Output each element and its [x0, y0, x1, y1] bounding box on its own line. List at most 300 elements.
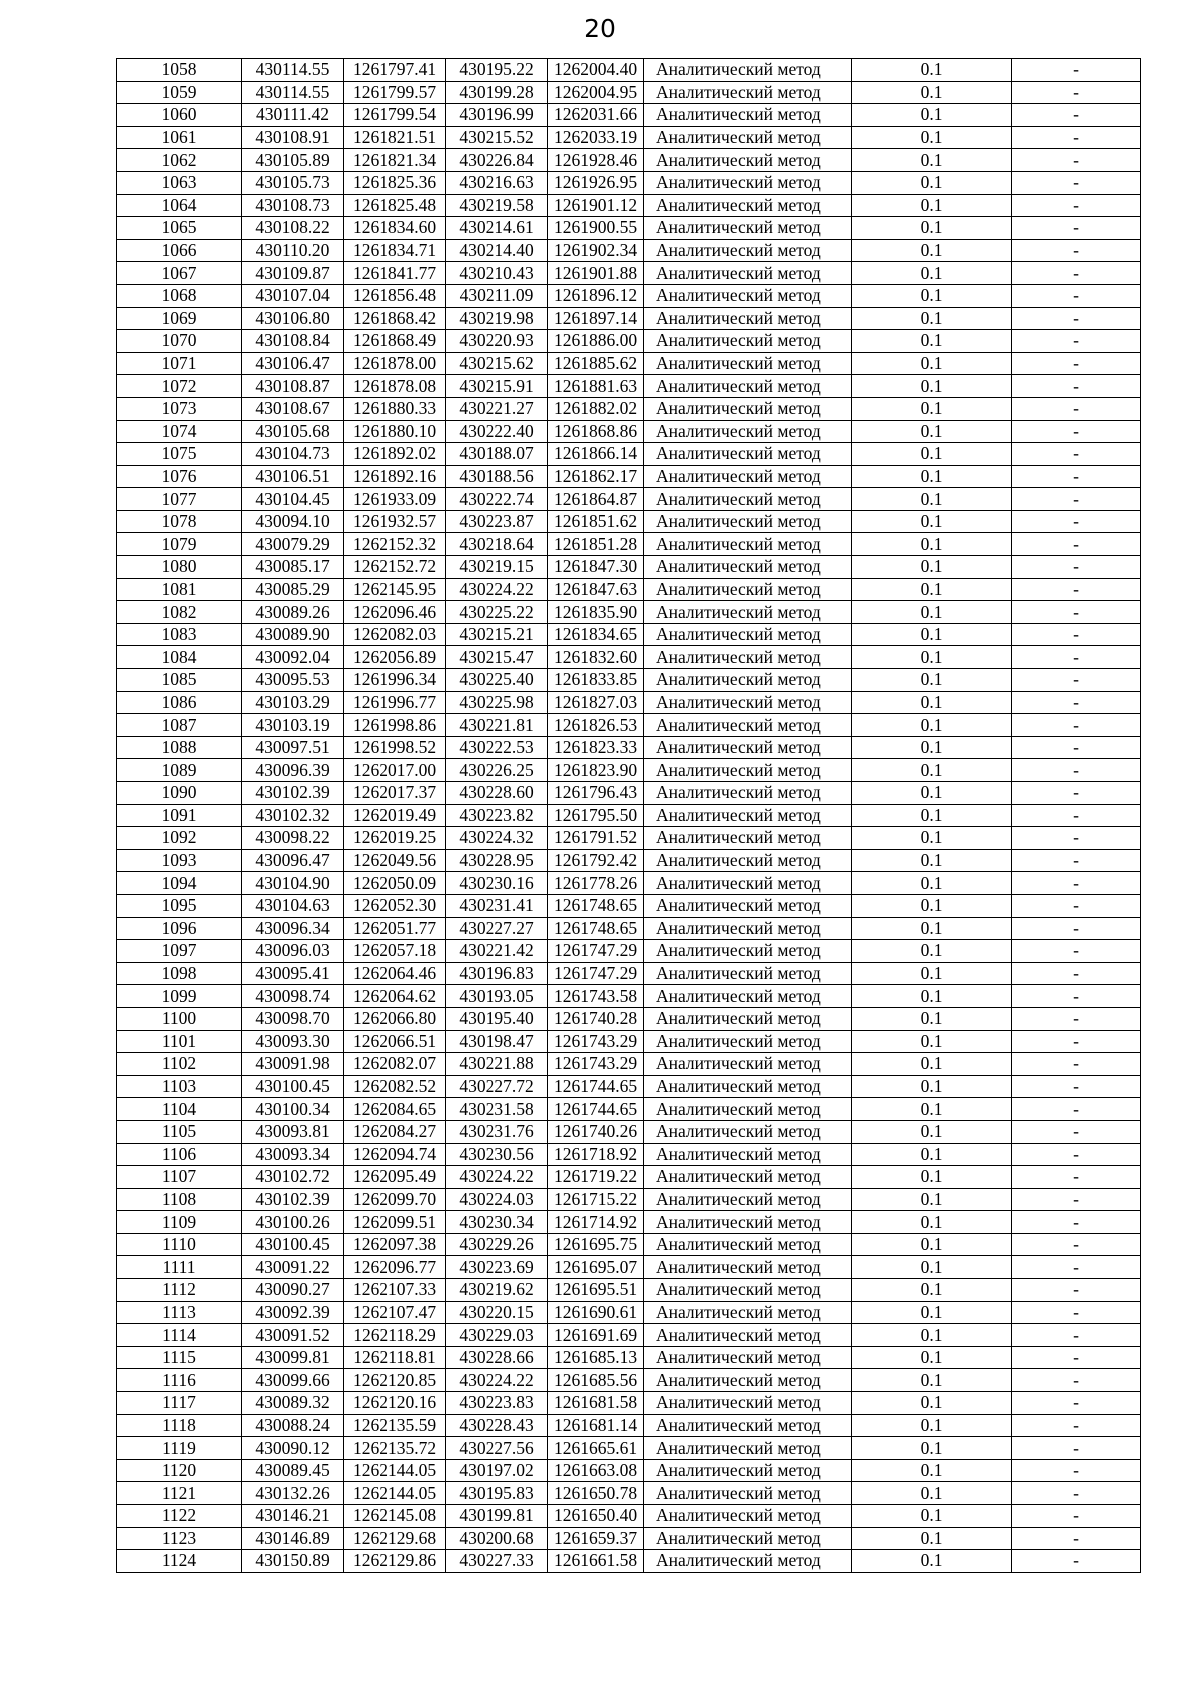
x2-cell: 430218.64	[446, 533, 548, 556]
accuracy-cell: 0.1	[852, 217, 1012, 240]
x1-cell: 430105.73	[242, 171, 344, 194]
note-cell: -	[1012, 239, 1141, 262]
y2-cell: 1261835.90	[548, 601, 644, 624]
x2-cell: 430229.26	[446, 1233, 548, 1256]
note-cell: -	[1012, 804, 1141, 827]
note-cell: -	[1012, 104, 1141, 127]
point-number-cell: 1092	[117, 827, 242, 850]
accuracy-cell: 0.1	[852, 736, 1012, 759]
table-row	[117, 239, 1141, 262]
table-row	[117, 1301, 1141, 1324]
accuracy-cell: 0.1	[852, 1505, 1012, 1528]
y2-cell: 1261826.53	[548, 714, 644, 737]
x1-cell: 430109.87	[242, 262, 344, 285]
note-cell: -	[1012, 375, 1141, 398]
table-row	[117, 330, 1141, 353]
point-number-cell: 1118	[117, 1414, 242, 1437]
y1-cell: 1261868.49	[344, 330, 446, 353]
x1-cell: 430104.45	[242, 488, 344, 511]
table-row	[117, 827, 1141, 850]
table-row	[117, 940, 1141, 963]
accuracy-cell: 0.1	[852, 1369, 1012, 1392]
method-cell: Аналитический метод	[644, 691, 852, 714]
method-cell: Аналитический метод	[644, 1053, 852, 1076]
x2-cell: 430196.99	[446, 104, 548, 127]
table-row	[117, 194, 1141, 217]
y2-cell: 1261847.30	[548, 556, 644, 579]
point-number-cell: 1082	[117, 601, 242, 624]
x2-cell: 430219.98	[446, 307, 548, 330]
point-number-cell: 1105	[117, 1120, 242, 1143]
table-row	[117, 623, 1141, 646]
y2-cell: 1261832.60	[548, 646, 644, 669]
y2-cell: 1261778.26	[548, 872, 644, 895]
method-cell: Аналитический метод	[644, 1369, 852, 1392]
x2-cell: 430227.33	[446, 1550, 548, 1573]
method-cell: Аналитический метод	[644, 985, 852, 1008]
table-row	[117, 985, 1141, 1008]
point-number-cell: 1060	[117, 104, 242, 127]
y2-cell: 1261868.86	[548, 420, 644, 443]
x1-cell: 430105.89	[242, 149, 344, 172]
x2-cell: 430224.22	[446, 1166, 548, 1189]
x2-cell: 430227.72	[446, 1075, 548, 1098]
x2-cell: 430230.16	[446, 872, 548, 895]
y2-cell: 1261901.12	[548, 194, 644, 217]
y1-cell: 1262066.80	[344, 1007, 446, 1030]
method-cell: Аналитический метод	[644, 601, 852, 624]
y1-cell: 1262082.03	[344, 623, 446, 646]
point-number-cell: 1078	[117, 510, 242, 533]
note-cell: -	[1012, 917, 1141, 940]
table-row	[117, 736, 1141, 759]
x1-cell: 430090.12	[242, 1437, 344, 1460]
x1-cell: 430089.32	[242, 1392, 344, 1415]
method-cell: Аналитический метод	[644, 646, 852, 669]
accuracy-cell: 0.1	[852, 330, 1012, 353]
y1-cell: 1261880.33	[344, 397, 446, 420]
x2-cell: 430222.74	[446, 488, 548, 511]
table-row	[117, 1279, 1141, 1302]
note-cell: -	[1012, 985, 1141, 1008]
x2-cell: 430220.93	[446, 330, 548, 353]
method-cell: Аналитический метод	[644, 59, 852, 82]
method-cell: Аналитический метод	[644, 284, 852, 307]
x2-cell: 430231.58	[446, 1098, 548, 1121]
table-row	[117, 804, 1141, 827]
point-number-cell: 1066	[117, 239, 242, 262]
method-cell: Аналитический метод	[644, 1550, 852, 1573]
y2-cell: 1261823.90	[548, 759, 644, 782]
x1-cell: 430089.90	[242, 623, 344, 646]
table-row	[117, 1120, 1141, 1143]
accuracy-cell: 0.1	[852, 1482, 1012, 1505]
y1-cell: 1262145.08	[344, 1505, 446, 1528]
note-cell: -	[1012, 669, 1141, 692]
table-row	[117, 397, 1141, 420]
y1-cell: 1261856.48	[344, 284, 446, 307]
table-row	[117, 1392, 1141, 1415]
accuracy-cell: 0.1	[852, 1301, 1012, 1324]
table-row	[117, 488, 1141, 511]
accuracy-cell: 0.1	[852, 849, 1012, 872]
y2-cell: 1261690.61	[548, 1301, 644, 1324]
accuracy-cell: 0.1	[852, 1166, 1012, 1189]
table-row	[117, 1550, 1141, 1573]
method-cell: Аналитический метод	[644, 1437, 852, 1460]
table-row	[117, 443, 1141, 466]
method-cell: Аналитический метод	[644, 126, 852, 149]
table-row	[117, 917, 1141, 940]
accuracy-cell: 0.1	[852, 126, 1012, 149]
note-cell: -	[1012, 1392, 1141, 1415]
table-row	[117, 1505, 1141, 1528]
note-cell: -	[1012, 1030, 1141, 1053]
accuracy-cell: 0.1	[852, 510, 1012, 533]
point-number-cell: 1067	[117, 262, 242, 285]
x2-cell: 430211.09	[446, 284, 548, 307]
table-row	[117, 1053, 1141, 1076]
point-number-cell: 1090	[117, 782, 242, 805]
y2-cell: 1262004.40	[548, 59, 644, 82]
method-cell: Аналитический метод	[644, 1075, 852, 1098]
note-cell: -	[1012, 736, 1141, 759]
y2-cell: 1261795.50	[548, 804, 644, 827]
point-number-cell: 1104	[117, 1098, 242, 1121]
point-number-cell: 1097	[117, 940, 242, 963]
x1-cell: 430091.22	[242, 1256, 344, 1279]
y1-cell: 1261821.34	[344, 149, 446, 172]
method-cell: Аналитический метод	[644, 443, 852, 466]
point-number-cell: 1110	[117, 1233, 242, 1256]
x1-cell: 430085.29	[242, 578, 344, 601]
table-row	[117, 510, 1141, 533]
table-row	[117, 601, 1141, 624]
x1-cell: 430102.39	[242, 1188, 344, 1211]
point-number-cell: 1069	[117, 307, 242, 330]
x1-cell: 430096.34	[242, 917, 344, 940]
x1-cell: 430108.87	[242, 375, 344, 398]
note-cell: -	[1012, 759, 1141, 782]
point-number-cell: 1073	[117, 397, 242, 420]
y1-cell: 1261933.09	[344, 488, 446, 511]
point-number-cell: 1112	[117, 1279, 242, 1302]
accuracy-cell: 0.1	[852, 556, 1012, 579]
x2-cell: 430216.63	[446, 171, 548, 194]
x2-cell: 430222.40	[446, 420, 548, 443]
accuracy-cell: 0.1	[852, 239, 1012, 262]
accuracy-cell: 0.1	[852, 104, 1012, 127]
note-cell: -	[1012, 330, 1141, 353]
method-cell: Аналитический метод	[644, 1527, 852, 1550]
x2-cell: 430199.81	[446, 1505, 548, 1528]
x1-cell: 430102.32	[242, 804, 344, 827]
accuracy-cell: 0.1	[852, 1053, 1012, 1076]
point-number-cell: 1084	[117, 646, 242, 669]
y1-cell: 1261834.60	[344, 217, 446, 240]
method-cell: Аналитический метод	[644, 1030, 852, 1053]
note-cell: -	[1012, 714, 1141, 737]
table-row	[117, 284, 1141, 307]
y1-cell: 1261841.77	[344, 262, 446, 285]
accuracy-cell: 0.1	[852, 443, 1012, 466]
note-cell: -	[1012, 59, 1141, 82]
y1-cell: 1261878.00	[344, 352, 446, 375]
x1-cell: 430091.98	[242, 1053, 344, 1076]
point-number-cell: 1099	[117, 985, 242, 1008]
method-cell: Аналитический метод	[644, 1233, 852, 1256]
note-cell: -	[1012, 940, 1141, 963]
note-cell: -	[1012, 1098, 1141, 1121]
y2-cell: 1261866.14	[548, 443, 644, 466]
y1-cell: 1262145.95	[344, 578, 446, 601]
accuracy-cell: 0.1	[852, 1233, 1012, 1256]
y1-cell: 1262095.49	[344, 1166, 446, 1189]
x2-cell: 430225.98	[446, 691, 548, 714]
table-row	[117, 1233, 1141, 1256]
note-cell: -	[1012, 1482, 1141, 1505]
note-cell: -	[1012, 1369, 1141, 1392]
y1-cell: 1261932.57	[344, 510, 446, 533]
method-cell: Аналитический метод	[644, 488, 852, 511]
note-cell: -	[1012, 1256, 1141, 1279]
x2-cell: 430219.58	[446, 194, 548, 217]
note-cell: -	[1012, 1007, 1141, 1030]
accuracy-cell: 0.1	[852, 1346, 1012, 1369]
y1-cell: 1262135.59	[344, 1414, 446, 1437]
x2-cell: 430221.88	[446, 1053, 548, 1076]
method-cell: Аналитический метод	[644, 307, 852, 330]
x1-cell: 430092.39	[242, 1301, 344, 1324]
accuracy-cell: 0.1	[852, 646, 1012, 669]
method-cell: Аналитический метод	[644, 669, 852, 692]
x1-cell: 430146.21	[242, 1505, 344, 1528]
method-cell: Аналитический метод	[644, 1143, 852, 1166]
point-number-cell: 1064	[117, 194, 242, 217]
y1-cell: 1261878.08	[344, 375, 446, 398]
note-cell: -	[1012, 1437, 1141, 1460]
method-cell: Аналитический метод	[644, 104, 852, 127]
y1-cell: 1262118.29	[344, 1324, 446, 1347]
note-cell: -	[1012, 782, 1141, 805]
y1-cell: 1262082.52	[344, 1075, 446, 1098]
y2-cell: 1261897.14	[548, 307, 644, 330]
y1-cell: 1262096.77	[344, 1256, 446, 1279]
note-cell: -	[1012, 872, 1141, 895]
y1-cell: 1262094.74	[344, 1143, 446, 1166]
y1-cell: 1262152.72	[344, 556, 446, 579]
accuracy-cell: 0.1	[852, 962, 1012, 985]
method-cell: Аналитический метод	[644, 1346, 852, 1369]
method-cell: Аналитический метод	[644, 872, 852, 895]
y2-cell: 1261685.13	[548, 1346, 644, 1369]
accuracy-cell: 0.1	[852, 1143, 1012, 1166]
accuracy-cell: 0.1	[852, 1279, 1012, 1302]
y2-cell: 1262004.95	[548, 81, 644, 104]
y2-cell: 1261926.95	[548, 171, 644, 194]
accuracy-cell: 0.1	[852, 352, 1012, 375]
method-cell: Аналитический метод	[644, 1007, 852, 1030]
x1-cell: 430095.53	[242, 669, 344, 692]
y1-cell: 1262084.27	[344, 1120, 446, 1143]
accuracy-cell: 0.1	[852, 375, 1012, 398]
y2-cell: 1261823.33	[548, 736, 644, 759]
table-row	[117, 962, 1141, 985]
point-number-cell: 1124	[117, 1550, 242, 1573]
x2-cell: 430200.68	[446, 1527, 548, 1550]
y1-cell: 1261799.57	[344, 81, 446, 104]
table-row	[117, 714, 1141, 737]
y1-cell: 1261797.41	[344, 59, 446, 82]
y2-cell: 1261862.17	[548, 465, 644, 488]
x1-cell: 430092.04	[242, 646, 344, 669]
note-cell: -	[1012, 578, 1141, 601]
accuracy-cell: 0.1	[852, 488, 1012, 511]
accuracy-cell: 0.1	[852, 1437, 1012, 1460]
point-number-cell: 1087	[117, 714, 242, 737]
y2-cell: 1261791.52	[548, 827, 644, 850]
method-cell: Аналитический метод	[644, 81, 852, 104]
x1-cell: 430090.27	[242, 1279, 344, 1302]
method-cell: Аналитический метод	[644, 623, 852, 646]
y1-cell: 1262017.37	[344, 782, 446, 805]
point-number-cell: 1098	[117, 962, 242, 985]
y1-cell: 1262064.62	[344, 985, 446, 1008]
x1-cell: 430103.29	[242, 691, 344, 714]
accuracy-cell: 0.1	[852, 601, 1012, 624]
note-cell: -	[1012, 556, 1141, 579]
x1-cell: 430097.51	[242, 736, 344, 759]
x2-cell: 430195.40	[446, 1007, 548, 1030]
method-cell: Аналитический метод	[644, 1211, 852, 1234]
x1-cell: 430099.66	[242, 1369, 344, 1392]
accuracy-cell: 0.1	[852, 284, 1012, 307]
note-cell: -	[1012, 420, 1141, 443]
method-cell: Аналитический метод	[644, 510, 852, 533]
x1-cell: 430108.84	[242, 330, 344, 353]
table-row	[117, 1459, 1141, 1482]
point-number-cell: 1091	[117, 804, 242, 827]
table-row	[117, 578, 1141, 601]
note-cell: -	[1012, 1505, 1141, 1528]
accuracy-cell: 0.1	[852, 59, 1012, 82]
note-cell: -	[1012, 171, 1141, 194]
y2-cell: 1261650.40	[548, 1505, 644, 1528]
accuracy-cell: 0.1	[852, 1188, 1012, 1211]
note-cell: -	[1012, 510, 1141, 533]
y1-cell: 1262084.65	[344, 1098, 446, 1121]
method-cell: Аналитический метод	[644, 239, 852, 262]
x2-cell: 430223.83	[446, 1392, 548, 1415]
y1-cell: 1262152.32	[344, 533, 446, 556]
accuracy-cell: 0.1	[852, 1120, 1012, 1143]
note-cell: -	[1012, 1301, 1141, 1324]
x1-cell: 430102.39	[242, 782, 344, 805]
method-cell: Аналитический метод	[644, 1459, 852, 1482]
accuracy-cell: 0.1	[852, 171, 1012, 194]
accuracy-cell: 0.1	[852, 194, 1012, 217]
y2-cell: 1261864.87	[548, 488, 644, 511]
y2-cell: 1261719.22	[548, 1166, 644, 1189]
x2-cell: 430225.40	[446, 669, 548, 692]
y1-cell: 1262066.51	[344, 1030, 446, 1053]
table-row	[117, 691, 1141, 714]
table-row	[117, 465, 1141, 488]
note-cell: -	[1012, 1211, 1141, 1234]
y2-cell: 1261747.29	[548, 940, 644, 963]
point-number-cell: 1095	[117, 894, 242, 917]
note-cell: -	[1012, 194, 1141, 217]
note-cell: -	[1012, 691, 1141, 714]
note-cell: -	[1012, 623, 1141, 646]
note-cell: -	[1012, 1346, 1141, 1369]
y2-cell: 1261882.02	[548, 397, 644, 420]
x1-cell: 430103.19	[242, 714, 344, 737]
point-number-cell: 1081	[117, 578, 242, 601]
y2-cell: 1261885.62	[548, 352, 644, 375]
method-cell: Аналитический метод	[644, 171, 852, 194]
x2-cell: 430198.47	[446, 1030, 548, 1053]
y1-cell: 1262049.56	[344, 849, 446, 872]
accuracy-cell: 0.1	[852, 827, 1012, 850]
table-row	[117, 149, 1141, 172]
point-number-cell: 1103	[117, 1075, 242, 1098]
point-number-cell: 1116	[117, 1369, 242, 1392]
y2-cell: 1261663.08	[548, 1459, 644, 1482]
x2-cell: 430195.22	[446, 59, 548, 82]
y2-cell: 1261685.56	[548, 1369, 644, 1392]
y1-cell: 1262144.05	[344, 1459, 446, 1482]
y2-cell: 1261743.29	[548, 1030, 644, 1053]
x2-cell: 430230.56	[446, 1143, 548, 1166]
x1-cell: 430099.81	[242, 1346, 344, 1369]
y1-cell: 1262120.16	[344, 1392, 446, 1415]
accuracy-cell: 0.1	[852, 714, 1012, 737]
point-number-cell: 1094	[117, 872, 242, 895]
point-number-cell: 1068	[117, 284, 242, 307]
accuracy-cell: 0.1	[852, 1256, 1012, 1279]
x2-cell: 430228.66	[446, 1346, 548, 1369]
note-cell: -	[1012, 1414, 1141, 1437]
y1-cell: 1262129.68	[344, 1527, 446, 1550]
table-row	[117, 533, 1141, 556]
table-row	[117, 782, 1141, 805]
x2-cell: 430221.42	[446, 940, 548, 963]
y2-cell: 1261833.85	[548, 669, 644, 692]
x1-cell: 430085.17	[242, 556, 344, 579]
x2-cell: 430215.21	[446, 623, 548, 646]
x1-cell: 430098.74	[242, 985, 344, 1008]
y1-cell: 1262052.30	[344, 894, 446, 917]
x1-cell: 430093.81	[242, 1120, 344, 1143]
y2-cell: 1261834.65	[548, 623, 644, 646]
x1-cell: 430105.68	[242, 420, 344, 443]
y2-cell: 1261902.34	[548, 239, 644, 262]
note-cell: -	[1012, 894, 1141, 917]
y1-cell: 1262082.07	[344, 1053, 446, 1076]
table-row	[117, 104, 1141, 127]
accuracy-cell: 0.1	[852, 578, 1012, 601]
y1-cell: 1261998.52	[344, 736, 446, 759]
method-cell: Аналитический метод	[644, 420, 852, 443]
y2-cell: 1261695.75	[548, 1233, 644, 1256]
x2-cell: 430210.43	[446, 262, 548, 285]
point-number-cell: 1123	[117, 1527, 242, 1550]
x2-cell: 430220.15	[446, 1301, 548, 1324]
note-cell: -	[1012, 307, 1141, 330]
x1-cell: 430100.45	[242, 1233, 344, 1256]
y1-cell: 1262050.09	[344, 872, 446, 895]
